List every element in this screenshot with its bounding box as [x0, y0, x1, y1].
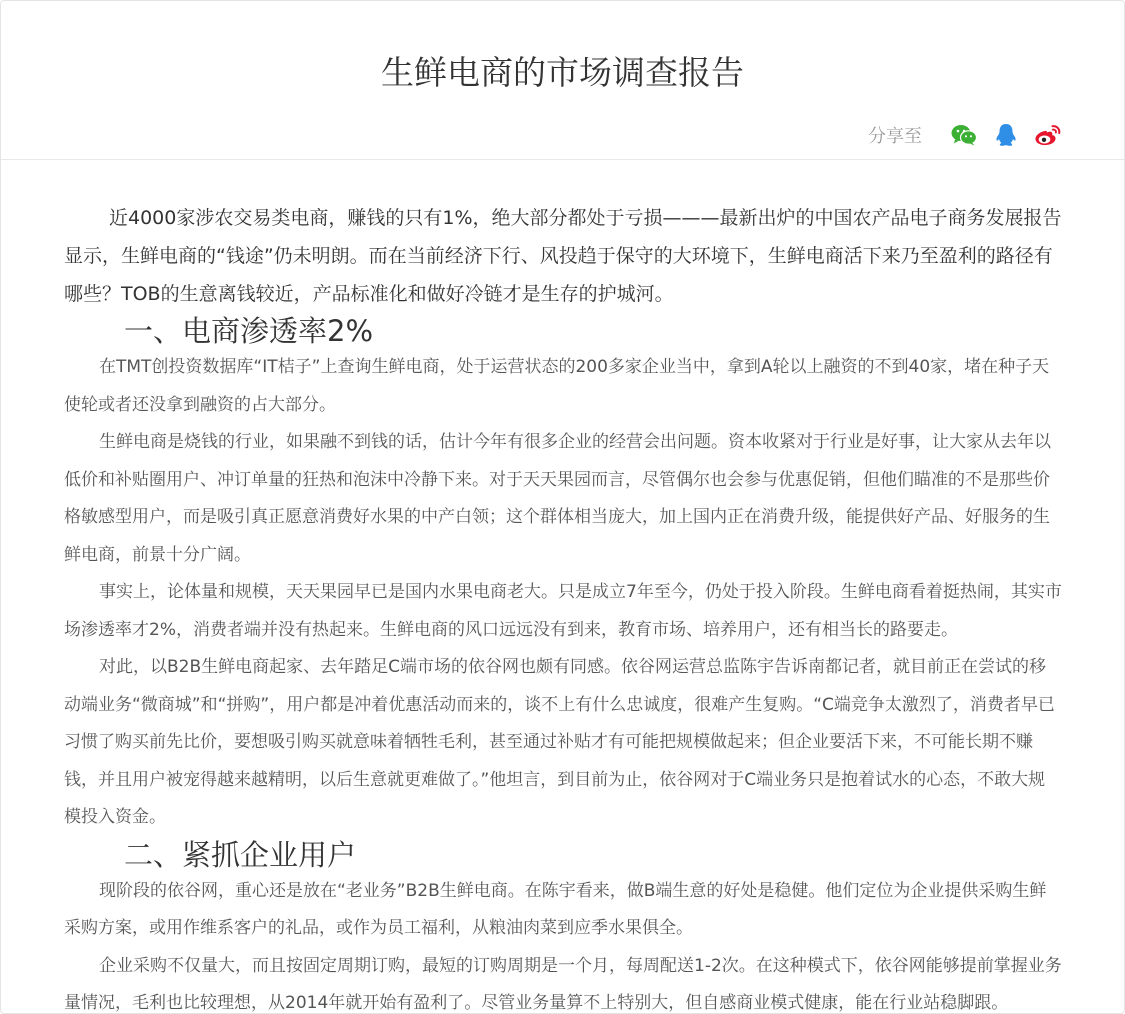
- paragraph: 现阶段的依谷网，重心还是放在“老业务”B2B生鲜电商。在陈宇看来，做B端生意的好处是稳健。他们定位为企业提供采购生鲜采购方案，或用作维系客户的礼品，或作为员工福利，从粮油肉菜到应季水果俱全。: [64, 873, 1062, 948]
- qq-icon[interactable]: [992, 121, 1020, 149]
- section-heading-2: 二、紧抓企业用户: [64, 837, 1062, 873]
- article-header: [1, 1, 1124, 160]
- wechat-icon[interactable]: [950, 121, 978, 149]
- paragraph: 企业采购不仅量大，而且按固定周期订购，最短的订购周期是一个月，每周配送1-2次。在这种模式下，依谷网能够提前掌握业务量情况，毛利也比较理想，从2014年就开始有盈利了。尽管业务量算不上特别大，但自感商业模式健康，能在行业站稳脚跟。: [64, 948, 1062, 1014]
- share-bar: [868, 119, 1062, 151]
- page-title: 生鲜电商的市场调查报告: [1, 51, 1124, 95]
- paragraph: 生鲜电商是烧钱的行业，如果融不到钱的话，估计今年有很多企业的经营会出问题。资本收紧对于行业是好事，让大家从去年以低价和补贴圈用户、冲订单量的狂热和泡沫中冷静下来。对于天天果园而言，尽管偶尔也会参与优惠促销，但他们瞄准的不是那些价格敏感型用户，而是吸引真正愿意消费好水果的中产白领；这个群体相当庞大，加上国内正在消费升级，能提供好产品、好服务的生鲜电商，前景十分广阔。: [64, 424, 1062, 574]
- paragraph: 对此，以B2B生鲜电商起家、去年踏足C端市场的依谷网也颇有同感。依谷网运营总监陈宇告诉南都记者，就目前正在尝试的移动端业务“微商城”和“拼购”，用户都是冲着优惠活动而来的，谈不上有什么忠诚度，很难产生复购。“C端竞争太激烈了，消费者早已习惯了购买前先比价，要想吸引购买就意味着牺牲毛利，甚至通过补贴才有可能把规模做起来；但企业要活下来，不可能长期不赚钱，并且用户被宠得越来越精明，以后生意就更难做了。”他坦言，到目前为止，依谷网对于C端业务只是抱着试水的心态，不敢大规模投入资金。: [64, 649, 1062, 837]
- lead-paragraph: 近4000家涉农交易类电商，赚钱的只有1%，绝大部分都处于亏损———最新出炉的中国农产品电子商务发展报告显示，生鲜电商的“钱途”仍未明朗。而在当前经济下行、风投趋于保守的大环境下，生鲜电商活下来乃至盈利的路径有哪些？TOB的生意离钱较近，产品标准化和做好冷链才是生存的护城河。: [64, 199, 1062, 313]
- paragraph: 事实上，论体量和规模，天天果园早已是国内水果电商老大。只是成立7年至今，仍处于投入阶段。生鲜电商看着挺热闹，其实市场渗透率才2%，消费者端并没有热起来。生鲜电商的风口远远没有到来，教育市场、培养用户，还有相当长的路要走。: [64, 574, 1062, 649]
- article-body: [64, 199, 1062, 1014]
- paragraph: 在TMT创投资数据库“IT桔子”上查询生鲜电商，处于运营状态的200多家企业当中，拿到A轮以上融资的不到40家，堵在种子天使轮或者还没拿到融资的占大部分。: [64, 349, 1062, 424]
- weibo-icon[interactable]: [1034, 121, 1062, 149]
- section-heading-1: 一、电商渗透率2%: [64, 313, 1062, 349]
- share-label: 分享至: [868, 122, 922, 148]
